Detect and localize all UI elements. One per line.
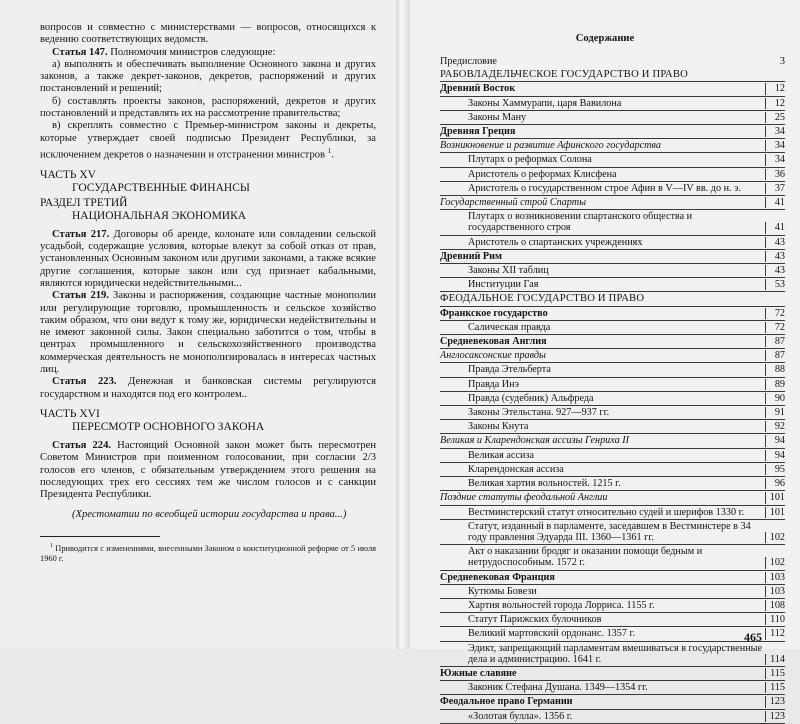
- article-219: [40, 290, 376, 376]
- toc-entry-page: 96: [765, 478, 785, 489]
- toc-entry-page: 103: [765, 572, 785, 583]
- toc-entry-page: 12: [765, 98, 785, 109]
- toc-entry: [440, 182, 785, 196]
- toc-entry-title: Плутарх о реформах Солона: [468, 154, 592, 166]
- toc-entry: [440, 210, 785, 235]
- toc-entry-title: Возникновение и развитие Афинского государства: [440, 140, 661, 152]
- toc-entry-page: 102: [765, 557, 785, 568]
- toc-entry-title: Правда Инэ: [468, 378, 519, 390]
- page-number: 465: [744, 630, 762, 644]
- toc-entry: [440, 363, 785, 377]
- toc-entry-title: Великий мартовский ордонанс. 1357 г.: [468, 628, 636, 640]
- toc-entry: [440, 68, 785, 82]
- toc-entry-page: 72: [765, 322, 785, 333]
- toc-entry-title: Древний Восток: [440, 83, 516, 95]
- article-224-text: Настоящий Основной закон может быть пересмотрен Советом Министров при поименном голосовании, при согласии 2/3 голосов его членов, с обязательным утверждением этого решения на последующих трех его сессиях тем же числом голосов и с санкции Президента Республики.: [40, 439, 376, 501]
- toc-entry-title: Великая и Кларендонская ассизы Генриха II: [440, 435, 630, 447]
- toc-entry-title: Аристотель о спартанских учреждениях: [468, 236, 643, 248]
- article-147-intro: [40, 47, 376, 59]
- toc-entry-page: 102: [765, 532, 785, 543]
- toc-entry: [440, 667, 785, 681]
- article-219-text: Законы и распоряжения, создающие частные монополии или регулирующие торговлю, промышленность и сельское хозяйство таким образом, что они ведут к тому же, юридически недействительны и не имеют законной силы. Закон специально заботится о том, чтобы в центрах промышленного и сельскохозяйственного производства коммерческая деятельность не монополизировалась в интересах частных лиц.: [40, 290, 377, 376]
- toc-entry: [440, 491, 785, 505]
- toc-entry: [440, 392, 785, 406]
- footnote-text: Приводится с изменениями, внесенными Законом о конституционной реформе от 5 июля 1960 г.: [40, 543, 377, 563]
- toc-entry: [440, 139, 785, 153]
- toc-entry-title: Статут Парижских булочников: [468, 614, 602, 626]
- article-217-label: Статья 217.: [52, 228, 110, 240]
- part-15-title: ГОСУДАРСТВЕННЫЕ ФИНАНСЫ: [72, 181, 250, 194]
- source-citation: (Хрестоматии по всеобщей истории государства и права...): [72, 509, 347, 521]
- article-147-item-v: в) скреплять совместно с Премьер-министром законы и декреты, которые утверждает своей подписью Президент Республики, за исключением декретов о назначении и отстранении министров $^1$.: [40, 120, 376, 161]
- toc-entry: [440, 278, 785, 292]
- toc-entry-page: 101: [765, 492, 785, 503]
- article-224: [40, 440, 376, 501]
- contents-title: Содержание: [575, 33, 635, 44]
- toc-entry: [440, 168, 785, 182]
- toc-entry-page: 114: [765, 654, 785, 665]
- article-147-item-b: б) составлять проекты законов, распоряжений, декретов и других постановлений и представлять их на рассмотрение правительства;: [40, 95, 376, 120]
- toc-entry-page: 92: [765, 421, 785, 432]
- toc-entry-title: Великая ассиза: [468, 449, 534, 461]
- toc-entry-title: Хартия вольностей города Лорриса. 1155 г.: [468, 599, 655, 611]
- toc-entry-page: 43: [765, 237, 785, 248]
- toc-entry-page: 123: [765, 696, 785, 707]
- toc-entry-title: Средневековая Франция: [440, 571, 555, 583]
- toc-entry-page: 12: [765, 83, 785, 94]
- right-page: [410, 0, 800, 722]
- toc-entry-title: ФЕОДАЛЬНОЕ ГОСУДАРСТВО И ПРАВО: [440, 293, 645, 305]
- toc-entry: [440, 111, 785, 125]
- book-gutter: [396, 0, 410, 649]
- toc-entry-title: Государственный строй Спарты: [440, 197, 587, 209]
- toc-entry-page: 43: [765, 265, 785, 276]
- toc-entry: [440, 264, 785, 278]
- toc-entry-title: Правда (судебник) Альфреда: [468, 392, 594, 404]
- toc-entry-title: Франкское государство: [440, 307, 548, 319]
- toc-entry-page: 94: [765, 450, 785, 461]
- toc-entry: [440, 642, 785, 667]
- toc-entry-title: Предисловие: [440, 56, 497, 67]
- toc-entry: [440, 613, 785, 627]
- toc-entry-page: 115: [765, 668, 785, 679]
- toc-entry-title: Феодальное право Германии: [440, 696, 573, 708]
- toc-entry-page: 108: [765, 600, 785, 611]
- toc-entry-page: 95: [765, 464, 785, 475]
- toc-entry: [440, 506, 785, 520]
- section-3-heading: РАЗДЕЛ ТРЕТИЙ: [40, 196, 128, 209]
- toc-entry-title: Плутарх о возникновении спартанского общества и государственного строя: [468, 211, 693, 234]
- toc-entry-page: 123: [765, 711, 785, 722]
- footnote-reference: 1: [327, 146, 332, 155]
- toc-entry: [440, 335, 785, 349]
- left-page-text: [40, 22, 376, 564]
- toc-entry: [440, 236, 785, 250]
- toc-entry-title: Великая хартия вольностей. 1215 г.: [468, 478, 621, 490]
- toc-entry-page: 87: [765, 350, 785, 361]
- toc-entry-page: 87: [765, 336, 785, 347]
- toc-entry: [440, 55, 785, 68]
- part-16-title: ПЕРЕСМОТР ОСНОВНОГО ЗАКОНА: [72, 420, 265, 433]
- toc-entry: [440, 449, 785, 463]
- toc-entry-title: Правда Этельберта: [468, 364, 551, 376]
- toc-entry-page: 110: [765, 614, 785, 625]
- toc-entry: [440, 378, 785, 392]
- toc-entry-page: 34: [765, 126, 785, 137]
- toc-entry-title: Законы XII таблиц: [468, 265, 549, 277]
- toc-entry-title: «Золотая булла». 1356 г.: [468, 710, 573, 722]
- toc-entry-title: Средневековая Англия: [440, 336, 547, 348]
- toc-entry: [440, 321, 785, 335]
- article-223-text: Денежная и банковская системы регулируются государством и находятся под его контролем..: [40, 376, 376, 400]
- toc-entry: [440, 545, 785, 570]
- section-3-title: НАЦИОНАЛЬНАЯ ЭКОНОМИКА: [72, 209, 247, 222]
- toc-entry: [440, 82, 785, 96]
- article-147-label: Статья 147.: [52, 46, 108, 58]
- toc-entry: [440, 406, 785, 420]
- toc-entry: [440, 97, 785, 111]
- toc-entry-page: 37: [765, 183, 785, 194]
- toc-entry-page: 101: [765, 507, 785, 518]
- toc-entry: [440, 307, 785, 321]
- toc-entry: [440, 463, 785, 477]
- toc-entry: [440, 599, 785, 613]
- article-219-label: Статья 219.: [52, 290, 109, 302]
- toc-entry-page: 72: [765, 308, 785, 319]
- toc-entry-page: 88: [765, 364, 785, 375]
- toc-entry-title: Акт о наказании бродяг и оказании помощи бедным и нетрудоспособным. 1572 г.: [468, 546, 703, 569]
- article-223: [40, 376, 376, 401]
- toc-entry-title: Поздние статуты феодальной Англии: [440, 492, 608, 504]
- footnote-mark: 1: [50, 542, 53, 549]
- toc-entry-page: 34: [765, 154, 785, 165]
- article-217-text: Договоры об аренде, колонате или совладении сельской усадьбой, содержащие условия, которые влекут за собой отказ от прав, установленных Основным законом или другими законами, а также всякие другие соглашения, которые закон или суд признает кабальными, являются юридически недействительными...: [40, 228, 376, 289]
- toc-entry: [440, 434, 785, 448]
- toc-entry: [440, 627, 785, 641]
- toc-entry-title: Законы Кнута: [468, 421, 529, 433]
- toc-entry-title: Эдикт, запрещающий парламентам вмешиваться в государственные дела и администрацию. 1641 г.: [468, 642, 762, 665]
- toc-entry-title: Южные славяне: [440, 667, 517, 679]
- toc-entry-title: Законы Этельстана. 927—937 гг.: [468, 407, 610, 419]
- toc-entry-page: 43: [765, 251, 785, 262]
- toc-entry-title: Древний Рим: [440, 250, 502, 262]
- toc-entry: [440, 420, 785, 434]
- toc-entry: [440, 153, 785, 167]
- article-147-item-v-text: в) скреплять совместно с Премьер-министром законы и декреты, которые утверждает своей подписью Президент Республики, за исключением декретов о назначении и отстранении министров: [40, 120, 376, 161]
- toc-entry-title: Древняя Греция: [440, 126, 516, 138]
- toc-entry-page: 103: [765, 586, 785, 597]
- toc-entry: [440, 477, 785, 491]
- toc-entry: [440, 585, 785, 599]
- article-223-label: Статья 223.: [52, 376, 117, 388]
- toc-entry: [440, 710, 785, 724]
- toc-entry-title: Законик Стефана Душана. 1349—1354 гг.: [468, 682, 648, 694]
- toc-entry: [440, 125, 785, 139]
- article-147-text: Полномочия министров следующие:: [107, 46, 276, 58]
- part-16-heading: ЧАСТЬ XVI: [40, 407, 100, 420]
- toc-entry-page: 53: [765, 279, 785, 290]
- article-147-item-a: а) выполнять и обеспечивать выполнение Основного закона и других законов, а также декрет-законов, декретов, распоряжений и других постановлений и решений;: [40, 58, 376, 95]
- toc-entry-title: РАБОВЛАДЕЛЬЧЕСКОЕ ГОСУДАРСТВО И ПРАВО: [440, 69, 689, 81]
- toc-entry-title: Законы Ману: [468, 111, 527, 123]
- table-of-contents: [440, 55, 785, 724]
- toc-entry-title: Англосаксонские правды: [440, 350, 546, 362]
- toc-entry-title: Аристотель о государственном строе Афин в V—IV вв. до н. э.: [468, 182, 742, 194]
- toc-entry: [440, 571, 785, 585]
- left-page: [0, 0, 398, 649]
- toc-entry-page: 112: [765, 628, 785, 639]
- part-15-heading: ЧАСТЬ XV: [40, 168, 96, 181]
- footnote: [40, 541, 376, 564]
- toc-entry-page: 91: [765, 407, 785, 418]
- toc-entry: [440, 681, 785, 695]
- article-224-label: Статья 224.: [52, 439, 112, 451]
- toc-entry: [440, 292, 785, 306]
- article-217: [40, 229, 376, 290]
- toc-entry-title: Статут, изданный в парламенте, заседавшем в Вестминстере в 34 году правления Эдуарда III. 1360—1361 гг.: [468, 520, 751, 543]
- toc-entry: [440, 520, 785, 545]
- toc-entry-title: Кутюмы Бовези: [468, 585, 537, 597]
- toc-entry-page: 25: [765, 112, 785, 123]
- toc-entry-page: 36: [765, 169, 785, 180]
- paragraph-continuation: вопросов и совместно с министерствами — вопросов, относящихся к ведению соответствующих ведомств.: [40, 22, 376, 46]
- toc-entry-title: Кларендонская ассиза: [468, 463, 564, 475]
- toc-entry: [440, 349, 785, 363]
- toc-entry-page: 41: [765, 222, 785, 233]
- toc-entry: [440, 196, 785, 210]
- footnote-rule: [40, 536, 160, 537]
- toc-entry-page: 90: [765, 393, 785, 404]
- toc-entry-page: 94: [765, 435, 785, 446]
- toc-entry-title: Законы Хаммурапи, царя Вавилона: [468, 97, 622, 109]
- toc-entry-page: 115: [765, 682, 785, 693]
- toc-entry-title: Институции Гая: [468, 279, 539, 291]
- toc-entry-title: Аристотель о реформах Клисфена: [468, 168, 617, 180]
- toc-entry-page: 3: [779, 56, 785, 67]
- toc-entry-title: Вестминстерский статут относительно судей и шерифов 1330 г.: [468, 506, 745, 518]
- toc-entry: [440, 250, 785, 264]
- toc-entry-page: 34: [765, 140, 785, 151]
- toc-entry-page: 89: [765, 379, 785, 390]
- toc-entry: [440, 695, 785, 709]
- toc-entry-title: Салическая правда: [468, 321, 551, 333]
- toc-entry-page: 41: [765, 197, 785, 208]
